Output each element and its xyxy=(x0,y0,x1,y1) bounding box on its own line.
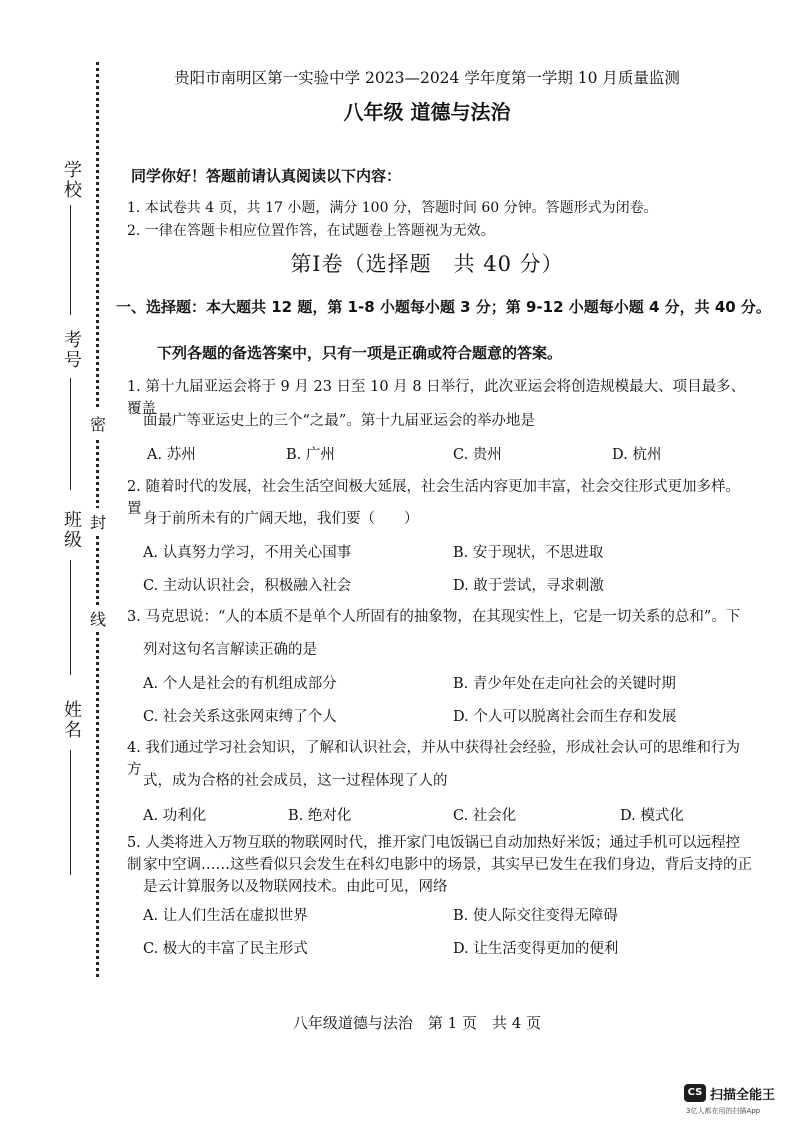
question-1-line-2: 面最广等亚运史上的三个“之最”。第十九届亚运会的举办地是 xyxy=(143,413,535,429)
question-3-line-2: 列对这句名言解读正确的是 xyxy=(143,642,317,658)
school-label: 学校 xyxy=(61,160,82,200)
section-instruction-1: 一、选择题：本大题共 12 题，第 1-8 小题每小题 3 分；第 9-12 小题每小题 4 分，共 40 分。 xyxy=(116,298,771,316)
question-1-option-d: D. 杭州 xyxy=(612,447,662,463)
scanner-logo-icon: CS xyxy=(684,1084,706,1102)
page-footer: 八年级道德与法治 第 1 页 共 4 页 xyxy=(292,1014,542,1032)
seal-char-xian: 线 xyxy=(90,605,106,632)
question-5-option-a: A. 让人们生活在虚拟世界 xyxy=(143,908,308,924)
question-5-option-b: B. 使人际交往变得无障碍 xyxy=(453,908,618,924)
exam-header-line1: 贵阳市南明区第一实验中学 2023—2024 学年度第一学期 10 月质量监测 xyxy=(174,69,680,87)
question-3-option-a: A. 个人是社会的有机组成部分 xyxy=(143,676,337,692)
class-line xyxy=(70,560,71,675)
question-2-option-b: B. 安于现状，不思进取 xyxy=(453,545,604,561)
scanner-app-slogan: 3亿人都在用的扫描App xyxy=(686,1107,761,1115)
section-title: 第Ⅰ卷（选择题 共 40 分） xyxy=(290,252,564,276)
question-5-option-c: C. 极大的丰富了民主形式 xyxy=(143,941,308,957)
notice-item-1: 1. 本试卷共 4 页，共 17 小题，满分 100 分，答题时间 60 分钟。答题形式为闭卷。 xyxy=(127,200,658,216)
question-3-option-d: D. 个人可以脱离社会而生存和发展 xyxy=(453,709,677,725)
question-5-line-3: 是云计算服务以及物联网技术。由此可见，网络 xyxy=(143,879,448,895)
question-4-line-2: 式，成为合格的社会成员，这一过程体现了人的 xyxy=(143,773,448,789)
class-label: 班级 xyxy=(61,510,82,550)
seal-char-feng: 封 xyxy=(90,508,106,535)
question-5-option-d: D. 让生活变得更加的便利 xyxy=(453,941,619,957)
question-1-option-c: C. 贵州 xyxy=(453,447,502,463)
question-4-option-b: B. 绝对化 xyxy=(288,808,352,824)
question-3-line-1: 3. 马克思说：“人的本质不是单个人所固有的抽象物，在其现实性上，它是一切关系的总和”。下 xyxy=(127,609,741,625)
question-2-line-2: 身于前所未有的广阔天地，我们要（ ） xyxy=(143,511,419,527)
question-3-option-c: C. 社会关系这张网束缚了个人 xyxy=(143,709,337,725)
notice-greeting: 同学你好！答题前请认真阅读以下内容： xyxy=(131,167,402,185)
question-5-line-1: 5. 人类将进入万物互联的物联网时代，推开家门电饭锅已自动加热好米饭；通过手机可以远程控制 xyxy=(127,835,740,873)
name-label: 姓名 xyxy=(61,700,82,740)
question-1-option-a: A. 苏州 xyxy=(147,447,196,463)
question-3-option-b: B. 青少年处在走向社会的关键时期 xyxy=(453,676,676,692)
notice-item-2: 2. 一律在答题卡相应位置作答，在试题卷上答题视为无效。 xyxy=(127,223,495,239)
question-1-option-b: B. 广州 xyxy=(286,447,335,463)
seal-char-mi: 密 xyxy=(90,410,106,437)
question-4-option-a: A. 功利化 xyxy=(143,808,207,824)
question-4-option-d: D. 模式化 xyxy=(620,808,684,824)
question-2-line-1: 2. 随着时代的发展，社会生活空间极大延展，社会生活内容更加丰富，社会交往形式更加多样。置 xyxy=(127,479,740,517)
name-line xyxy=(70,750,71,875)
exam-header-line2: 八年级 道德与法治 xyxy=(343,100,511,124)
question-4-option-c: C. 社会化 xyxy=(453,808,517,824)
question-2-option-d: D. 敢于尝试，寻求刺激 xyxy=(453,578,604,594)
question-1-line-1: 1. 第十九届亚运会将于 9 月 23 日至 10 月 8 日举行，此次亚运会将创造规模最大、项目最多、覆盖 xyxy=(127,379,746,417)
question-2-option-c: C. 主动认识社会，积极融入社会 xyxy=(143,578,352,594)
question-4-line-1: 4. 我们通过学习社会知识，了解和认识社会，并从中获得社会经验，形成社会认可的思维和行为方 xyxy=(127,740,740,778)
question-2-option-a: A. 认真努力学习，不用关心国事 xyxy=(143,545,352,561)
question-5-line-2: 家中空调……这些看似只会发生在科幻电影中的场景，其实早已发生在我们身边，背后支持的正 xyxy=(143,857,752,873)
exam-number-line xyxy=(70,378,71,490)
section-instruction-2: 下列各题的备选答案中，只有一项是正确或符合题意的答案。 xyxy=(157,344,563,362)
scanner-app-name: 扫描全能王 xyxy=(710,1088,776,1103)
exam-number-label: 考号 xyxy=(61,330,82,370)
